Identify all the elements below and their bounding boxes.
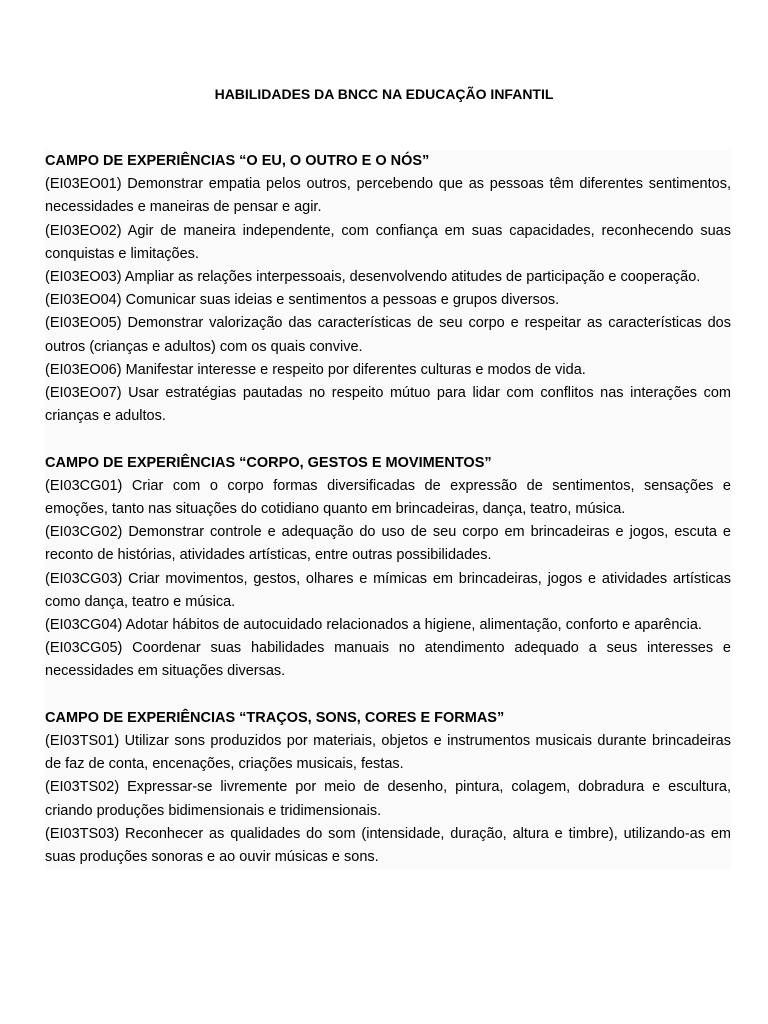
section-tracos-sons-cores-e-formas — [45, 707, 731, 869]
document-body — [45, 150, 731, 869]
skill-item: (EI03TS03) Reconhecer as qualidades do som (intensidade, duração, altura e timbre), utilizando-as em suas produções sonoras e ao ouvir músicas e sons. — [45, 825, 731, 866]
skill-item: (EI03CG03) Criar movimentos, gestos, olhares e mímicas em brincadeiras, jogos e atividades artísticas como dança, teatro e música. — [45, 570, 731, 610]
document-title: HABILIDADES DA BNCC NA EDUCAÇÃO INFANTIL — [214, 86, 554, 102]
section-heading: CAMPO DE EXPERIÊNCIAS “O EU, O OUTRO E O NÓS” — [45, 153, 430, 169]
skill-item: (EI03EO01) Demonstrar empatia pelos outros, percebendo que as pessoas têm diferentes sentimentos, necessidades e maneiras de pensar e agir. — [45, 176, 731, 216]
skill-item: (EI03CG02) Demonstrar controle e adequação do uso de seu corpo em brincadeiras e jogos, escuta e reconto de histórias, atividades artísticas, entre outras possibilidades. — [45, 524, 731, 564]
section-heading: CAMPO DE EXPERIÊNCIAS “TRAÇOS, SONS, CORES E FORMAS” — [45, 709, 505, 726]
skill-item: (EI03EO07) Usar estratégias pautadas no respeito mútuo para lidar com conflitos nas interações com crianças e adultos. — [45, 385, 731, 425]
skill-item: (EI03EO03) Ampliar as relações interpessoais, desenvolvendo atitudes de participação e cooperação. — [45, 269, 701, 286]
section-corpo-gestos-e-movimentos — [45, 452, 731, 684]
skill-item: (EI03TS01) Utilizar sons produzidos por materiais, objetos e instrumentos musicais durante brincadeiras de faz de conta, encenações, criações musicais, festas. — [45, 733, 731, 773]
skill-item: (EI03TS02) Expressar-se livremente por meio de desenho, pintura, colagem, dobradura e escultura, criando produções bidimensionais e tridimensionais. — [45, 779, 731, 819]
skill-item: (EI03EO05) Demonstrar valorização das características de seu corpo e respeitar as características dos outros (crianças e adultos) com os quais convive. — [45, 315, 731, 355]
skill-item: (EI03EO02) Agir de maneira independente, com confiança em suas capacidades, reconhecendo suas conquistas e limitações. — [45, 222, 731, 262]
skill-item: (EI03EO06) Manifestar interesse e respeito por diferentes culturas e modos de vida. — [45, 361, 586, 378]
skill-item: (EI03EO04) Comunicar suas ideias e sentimentos a pessoas e grupos diversos. — [45, 292, 560, 309]
skill-item: (EI03CG05) Coordenar suas habilidades manuais no atendimento adequado a seus interesses e necessidades em situações diversas. — [45, 640, 731, 680]
section-o-eu-o-outro-e-o-nos — [45, 150, 731, 428]
skill-item: (EI03CG04) Adotar hábitos de autocuidado relacionados a higiene, alimentação, conforto e aparência. — [45, 617, 702, 634]
skill-item: (EI03CG01) Criar com o corpo formas diversificadas de expressão de sentimentos, sensações e emoções, tanto nas situações do cotidiano quanto em brincadeiras, dança, teatro, música. — [45, 477, 731, 518]
section-heading: CAMPO DE EXPERIÊNCIAS “CORPO, GESTOS E MOVIMENTOS” — [45, 454, 492, 471]
